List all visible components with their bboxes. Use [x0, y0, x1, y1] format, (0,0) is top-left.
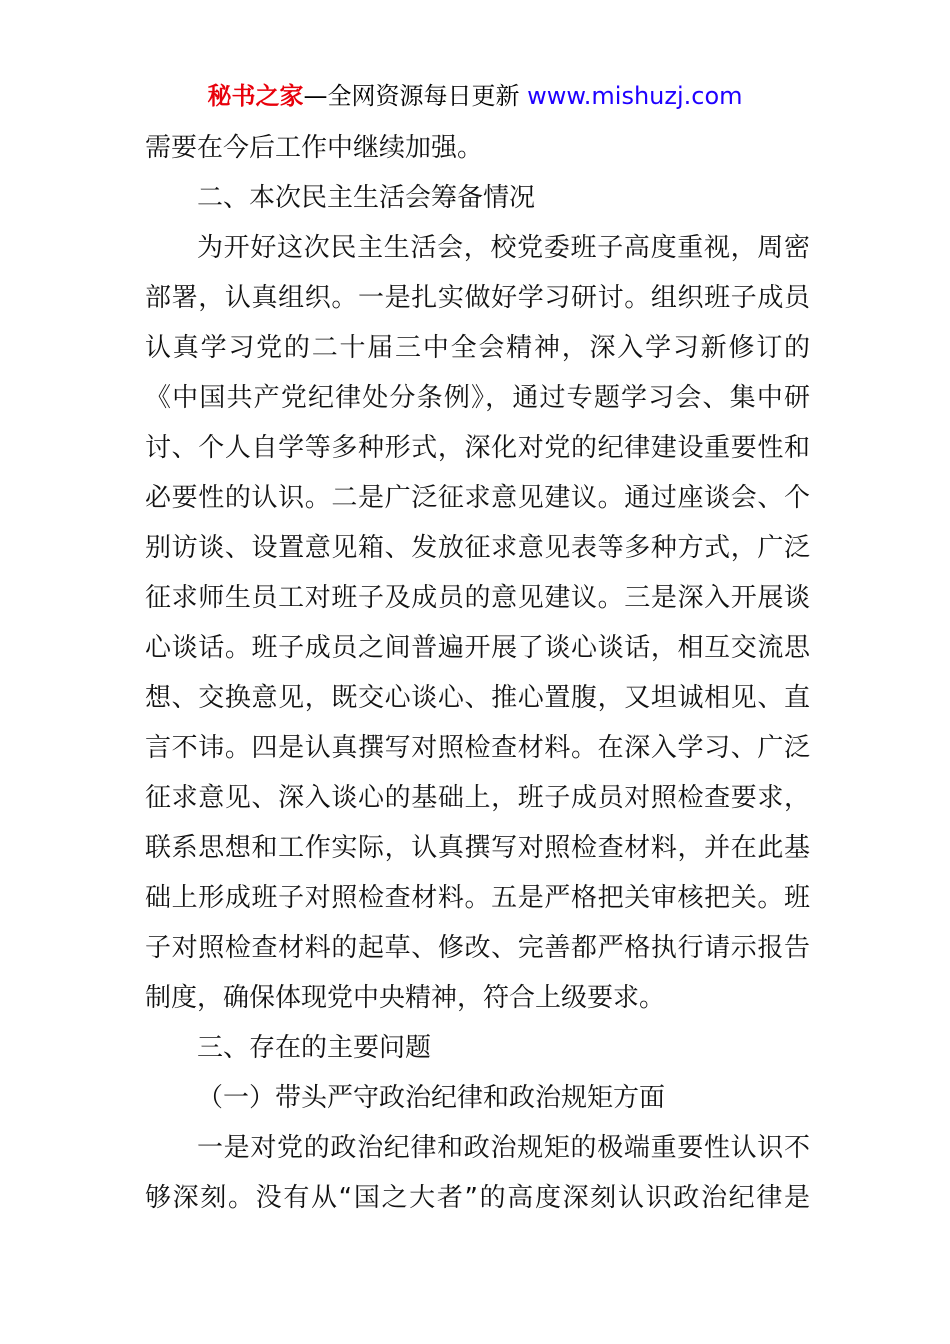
header-slogan: —全网资源每日更新 [303, 82, 528, 110]
body-line: 心谈话。班子成员之间普遍开展了谈心谈话，相互交流思 [145, 633, 810, 663]
body-line: 《中国共产党纪律处分条例》，通过专题学习会、集中研 [145, 383, 810, 413]
body-line: 言不讳。四是认真撰写对照检查材料。在深入学习、广泛 [145, 733, 810, 763]
body-line: 一是对党的政治纪律和政治规矩的极端重要性认识不 [197, 1133, 810, 1163]
body-line: 征求师生员工对班子及成员的意见建议。三是深入开展谈 [145, 583, 810, 613]
body-line: 为开好这次民主生活会，校党委班子高度重视，周密 [197, 233, 810, 263]
body-line: 需要在今后工作中继续加强。 [145, 133, 484, 163]
body-line: 想、交换意见，既交心谈心、推心置腹，又坦诚相见、直 [145, 683, 810, 713]
subsection-heading: （一）带头严守政治纪律和政治规矩方面 [197, 1083, 666, 1113]
body-line: 别访谈、设置意见箱、发放征求意见表等多种方式，广泛 [145, 533, 810, 563]
header-brand: 秘书之家 [207, 82, 304, 110]
body-line: 征求意见、深入谈心的基础上，班子成员对照检查要求， [145, 783, 810, 813]
body-line: 子对照检查材料的起草、修改、完善都严格执行请示报告 [145, 933, 810, 963]
header-url[interactable]: www.mishuzj.com [527, 82, 743, 110]
body-line: 联系思想和工作实际，认真撰写对照检查材料，并在此基 [145, 833, 810, 863]
body-line: 础上形成班子对照检查材料。五是严格把关审核把关。班 [145, 883, 810, 913]
section-heading: 三、存在的主要问题 [197, 1033, 432, 1063]
body-line: 讨、个人自学等多种形式，深化对党的纪律建设重要性和 [145, 433, 810, 463]
body-line: 制度，确保体现党中央精神，符合上级要求。 [145, 983, 666, 1013]
section-heading: 二、本次民主生活会筹备情况 [197, 183, 536, 213]
body-line: 部署，认真组织。一是扎实做好学习研讨。组织班子成员 [145, 283, 810, 313]
watermark-header [0, 80, 950, 112]
body-line: 必要性的认识。二是广泛征求意见建议。通过座谈会、个 [145, 483, 810, 513]
body-line: 够深刻。没有从“国之大者”的高度深刻认识政治纪律是 [145, 1183, 810, 1213]
body-line: 认真学习党的二十届三中全会精神，深入学习新修订的 [145, 333, 810, 363]
